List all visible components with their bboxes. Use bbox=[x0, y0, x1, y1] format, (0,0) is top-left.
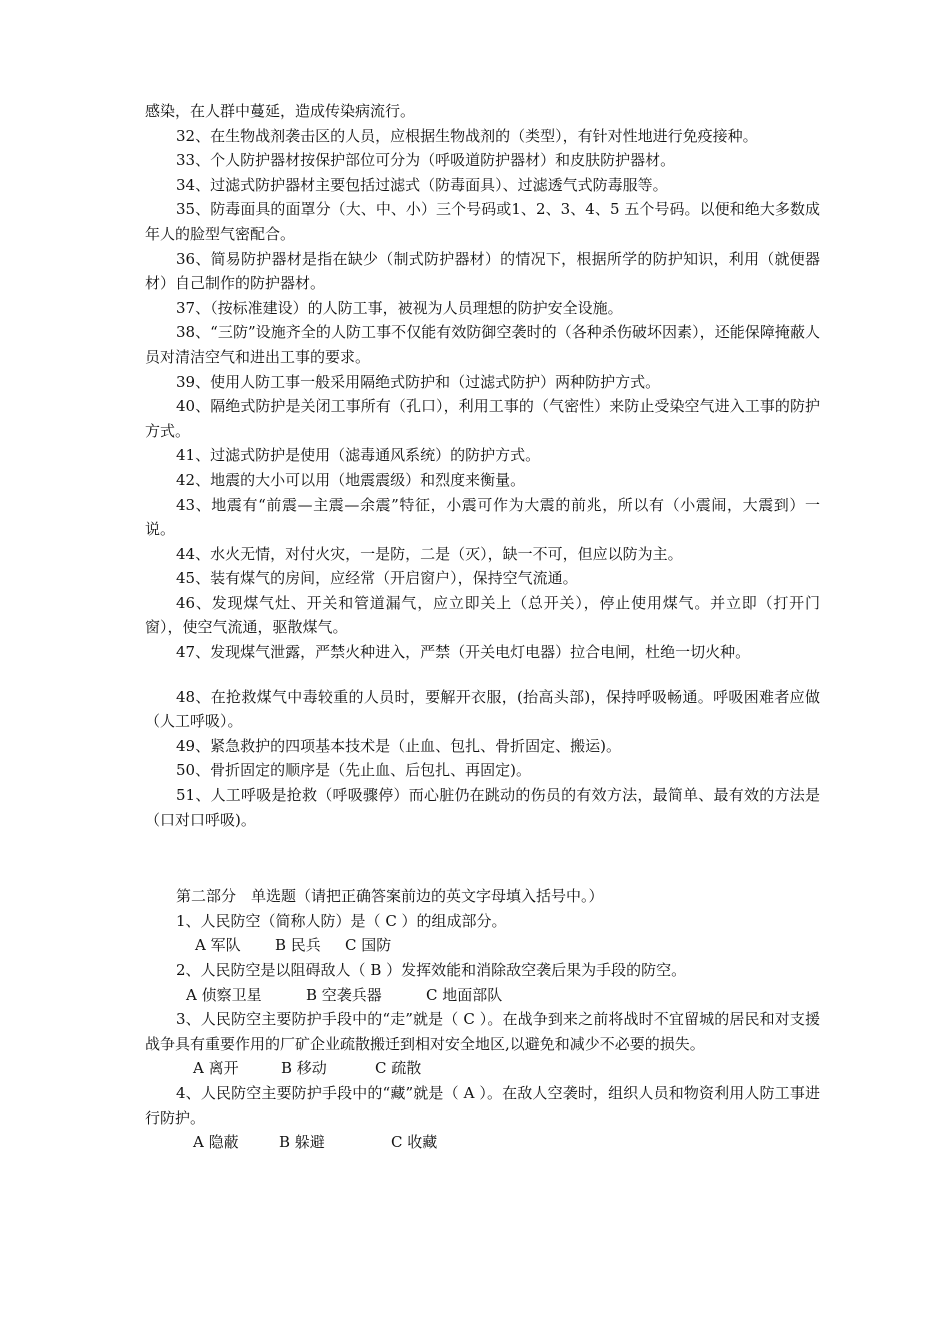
option-c: C 疏散 bbox=[375, 1059, 422, 1078]
section-title: 第二部分 单选题（请把正确答案前边的英文字母填入括号中。） bbox=[176, 887, 604, 906]
mcq-stem-1: 1、人民防空（简称人防）是（ C ）的组成部分。 bbox=[176, 911, 507, 930]
mcq-stem-2: 2、人民防空是以阻碍敌人（ B ）发挥效能和消除敌空袭后果为手段的防空。 bbox=[176, 961, 687, 979]
mcq-stem-3: 3、人民防空主要防护手段中的“走”就是（ C ）。在战争到来之前将战时不宜留城的居民和对支援战争具有重要作用的厂矿企业疏散搬迁到相对安全地区,以避免和减少不必要的损失。 bbox=[145, 1010, 820, 1053]
option-a: A 侦察卫星 bbox=[186, 985, 262, 1004]
question-44: 44、水火无情，对付火灾，一是防，二是（灭），缺一不可，但应以防为主。 bbox=[176, 544, 683, 563]
fill-in-section-part1 bbox=[145, 99, 820, 665]
question-38: 38、“三防”设施齐全的人防工事不仅能有效防御空袭时的（各种杀伤破坏因素），还能保障掩蔽人员对清洁空气和进出工事的要求。 bbox=[145, 323, 820, 366]
question-50: 50、骨折固定的顺序是（先止血、后包扎、再固定)。 bbox=[176, 761, 531, 780]
question-47: 47、发现煤气泄露，严禁火种进入，严禁（开关电灯电器）拉合电闸，杜绝一切火种。 bbox=[176, 643, 751, 662]
option-a: A 隐蔽 bbox=[193, 1133, 239, 1152]
mcq-options-3 bbox=[145, 1056, 820, 1081]
question-45: 45、装有煤气的房间，应经常（开启窗户），保持空气流通。 bbox=[176, 569, 578, 588]
option-a: A 离开 bbox=[193, 1059, 239, 1078]
question-49: 49、紧急救护的四项基本技术是（止血、包扎、骨折固定、搬运)。 bbox=[176, 736, 621, 755]
option-b: B 民兵 bbox=[275, 936, 321, 955]
multiple-choice-section bbox=[145, 909, 820, 1155]
option-c: C 地面部队 bbox=[426, 985, 503, 1004]
option-b: B 移动 bbox=[281, 1059, 327, 1078]
question-42: 42、地震的大小可以用（地震震级）和烈度来衡量。 bbox=[176, 470, 526, 489]
option-c: C 收藏 bbox=[391, 1133, 438, 1152]
option-b: B 空袭兵器 bbox=[306, 985, 382, 1004]
question-51: 51、人工呼吸是抢救（呼吸骤停）而心脏仍在跳动的伤员的有效方法，最简单、最有效的方法是（口对口呼吸)。 bbox=[145, 786, 820, 829]
question-34: 34、过滤式防护器材主要包括过滤式（防毒面具）、过滤透气式防毒服等。 bbox=[176, 175, 668, 194]
mcq-options-1 bbox=[145, 933, 820, 958]
paragraph-gap bbox=[145, 665, 820, 685]
question-35: 35、防毒面具的面罩分（大、中、小）三个号码或1、2、3、4、5 五个号码。以便和绝大多数成年人的脸型气密配合。 bbox=[145, 200, 820, 243]
fill-in-section-part2 bbox=[145, 685, 820, 833]
mcq-stem-4: 4、人民防空主要防护手段中的“藏”就是（ A ）。在敌人空袭时，组织人员和物资利用人防工事进行防护。 bbox=[145, 1083, 820, 1127]
option-b: B 躲避 bbox=[279, 1133, 325, 1152]
mcq-options-2 bbox=[145, 983, 820, 1008]
question-39: 39、使用人防工事一般采用隔绝式防护和（过滤式防护）两种防护方式。 bbox=[176, 372, 661, 391]
question-43: 43、地震有“前震—主震—余震”特征，小震可作为大震的前兆，所以有（小震闹，大震到）一说。 bbox=[145, 495, 820, 539]
question-46: 46、发现煤气灶、开关和管道漏气，应立即关上（总开关），停止使用煤气。并立即（打开门窗），使空气流通，驱散煤气。 bbox=[145, 593, 820, 637]
document-page bbox=[145, 99, 820, 1155]
text-line: 感染，在人群中蔓延，造成传染病流行。 bbox=[145, 102, 416, 120]
option-c: C 国防 bbox=[345, 936, 392, 955]
question-48: 48、在抢救煤气中毒较重的人员时，要解开衣服，(抬高头部)，保持呼吸畅通。呼吸困难者应做（人工呼吸）。 bbox=[145, 687, 820, 731]
option-a: A 军队 bbox=[195, 936, 241, 955]
mcq-options-4 bbox=[145, 1130, 820, 1155]
question-33: 33、个人防护器材按保护部位可分为（呼吸道防护器材）和皮肤防护器材。 bbox=[176, 151, 676, 170]
question-37: 37、（按标准建设）的人防工事，被视为人员理想的防护安全设施。 bbox=[176, 298, 623, 317]
question-36: 36、简易防护器材是指在缺少（制式防护器材）的情况下，根据所学的防护知识，利用（就便器材）自己制作的防护器材。 bbox=[145, 249, 820, 293]
question-40: 40、隔绝式防护是关闭工事所有（孔口），利用工事的（气密性）来防止受染空气进入工事的防护方式。 bbox=[145, 397, 820, 440]
question-32: 32、在生物战剂袭击区的人员，应根据生物战剂的（类型），有针对性地进行免疫接种。 bbox=[176, 126, 758, 145]
section-gap bbox=[145, 832, 820, 884]
question-41: 41、过滤式防护是使用（滤毒通风系统）的防护方式。 bbox=[176, 446, 541, 465]
